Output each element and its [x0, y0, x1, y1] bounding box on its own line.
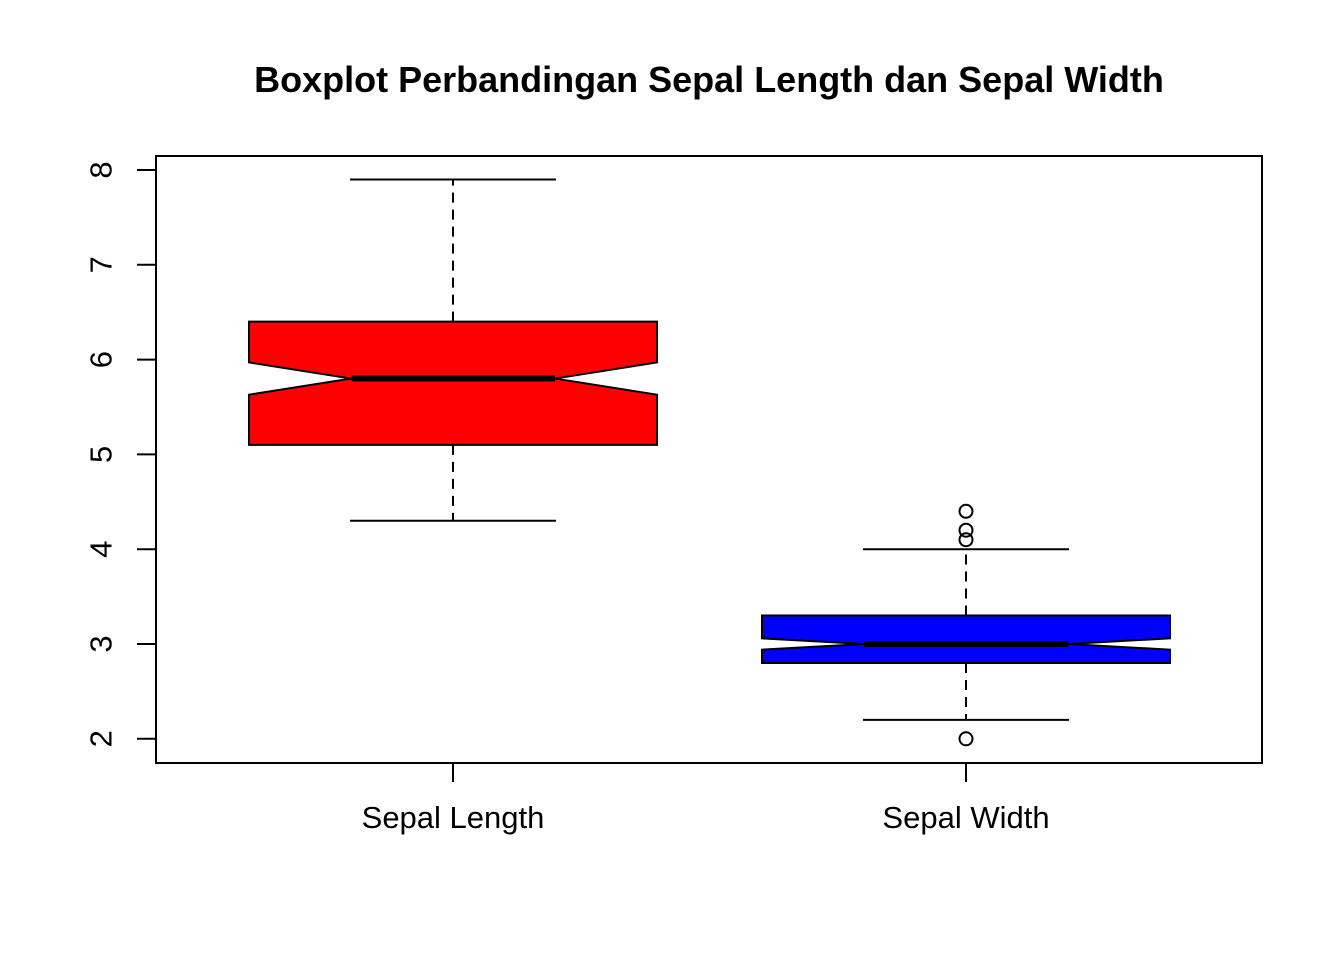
- y-axis-tick-label: 3: [83, 635, 119, 653]
- y-axis-tick-label: 4: [83, 540, 119, 558]
- notched-box: [249, 322, 657, 445]
- y-axis-tick-label: 6: [83, 350, 119, 369]
- boxes-layer: [249, 179, 1170, 745]
- chart-title: Boxplot Perbandingan Sepal Length dan Sepal Width: [254, 59, 1164, 100]
- outlier-point: [960, 732, 973, 745]
- x-axis-category-label: Sepal Length: [361, 800, 545, 835]
- plot-border: [156, 156, 1262, 763]
- notched-box: [762, 616, 1170, 663]
- boxplot-sepal-width: [762, 505, 1170, 746]
- y-axis-tick-label: 5: [83, 445, 119, 464]
- y-axis-tick-label: 7: [83, 256, 119, 274]
- x-axis-category-label: Sepal Width: [882, 800, 1050, 835]
- y-axis-tick-label: 2: [83, 730, 119, 748]
- axes-layer: [84, 156, 1263, 835]
- outlier-point: [960, 505, 973, 518]
- y-axis-tick-label: 8: [83, 161, 119, 179]
- boxplot-sepal-length: [249, 179, 657, 520]
- outlier-point: [960, 533, 973, 546]
